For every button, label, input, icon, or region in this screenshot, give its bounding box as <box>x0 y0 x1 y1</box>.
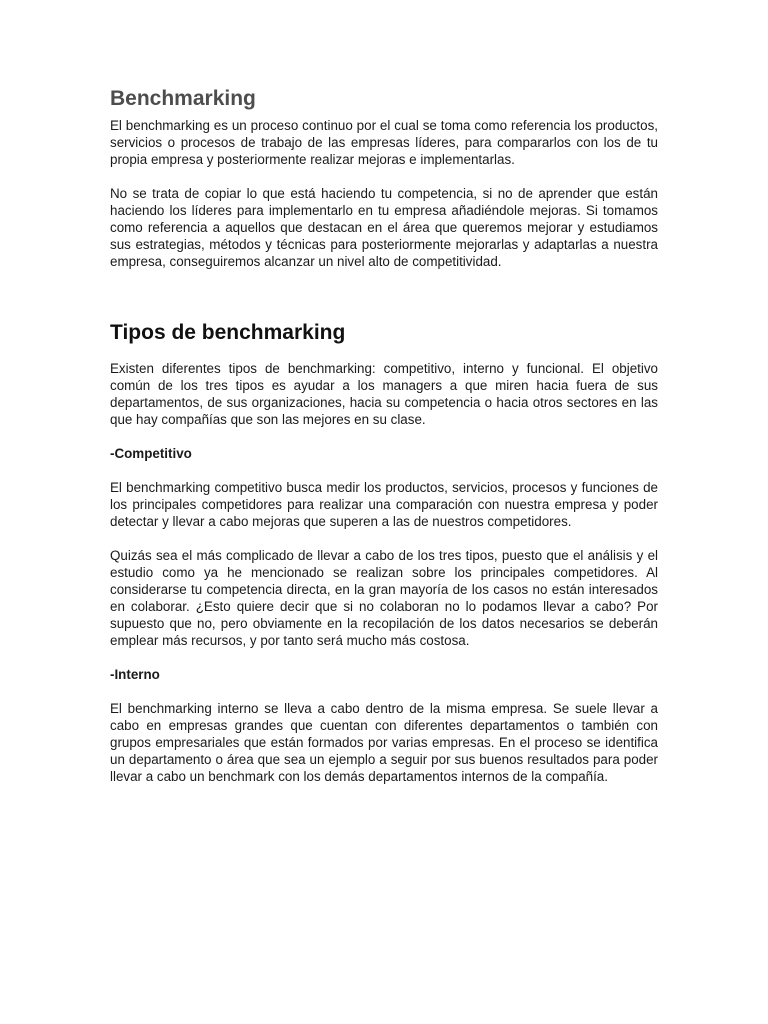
spacer <box>110 168 658 185</box>
paragraph-tipos-intro: Existen diferentes tipos de benchmarking: competitivo, interno y funcional. El objetivo común de los tres tipos es ayudar a los managers a que miren hacia fuera de sus departamentos, de sus organizaciones, hacia su competencia o hacia otros sectores en las que hay compañías que son las mejores en su clase. <box>110 361 658 427</box>
spacer <box>110 462 658 479</box>
paragraph-competitivo-2: Quizás sea el más complicado de llevar a cabo de los tres tipos, puesto que el análisis y el estudio como ya he mencionado se realizan sobre los principales competidores. Al considerarse tu competencia directa, en la gran mayoría de los casos no están interesados en colaborar. ¿Esto quiere decir que si no colaboran no lo podamos llevar a cabo? Por supuesto que no, pero obviamente en la recopilación de los datos necesarios se deberán emplear más recursos, y por tanto será mucho más costosa. <box>110 548 658 648</box>
paragraph-definition: El benchmarking es un proceso continuo por el cual se toma como referencia los productos, servicios o procesos de trabajo de las empresas líderes, para compararlos con los de tu propia empresa y posteriormente realizar mejoras e implementarlas. <box>110 118 658 167</box>
spacer <box>110 649 658 666</box>
section-title-benchmarking: Benchmarking <box>110 87 256 110</box>
spacer <box>110 428 658 445</box>
section-title-tipos: Tipos de benchmarking <box>110 321 346 344</box>
spacer <box>110 683 658 700</box>
spacer <box>110 346 658 360</box>
paragraph-not-copying: No se trata de copiar lo que está haciendo tu competencia, si no de aprender que están haciendo los líderes para implementarlo en tu empresa añadiéndole mejoras. Si tomamos como referencia a aquellos que destacan en el área que queremos mejorar y estudiamos sus estrategias, métodos y técnicas para posteriormente mejorarlas y adaptarlas a nuestra empresa, conseguiremos alcanzar un nivel alto de competitividad. <box>110 186 658 269</box>
spacer <box>110 530 658 547</box>
document-page <box>110 86 658 785</box>
paragraph-competitivo-1: El benchmarking competitivo busca medir los productos, servicios, procesos y funciones de los principales competidores para realizar una comparación con nuestra empresa y poder detectar y llevar a cabo mejoras que superen a las de nuestros competidores. <box>110 480 658 529</box>
subheading-competitivo: -Competitivo <box>110 446 192 461</box>
paragraph-interno-1: El benchmarking interno se lleva a cabo dentro de la misma empresa. Se suele llevar a cabo en empresas grandes que cuentan con diferentes departamentos o también con grupos empresariales que están formados por varias empresas. En el proceso se identifica un departamento o área que sea un ejemplo a seguir por sus buenos resultados para poder llevar a cabo un benchmark con los demás departamentos internos de la compañía. <box>110 701 658 784</box>
subheading-interno: -Interno <box>110 667 160 682</box>
spacer <box>110 270 658 320</box>
